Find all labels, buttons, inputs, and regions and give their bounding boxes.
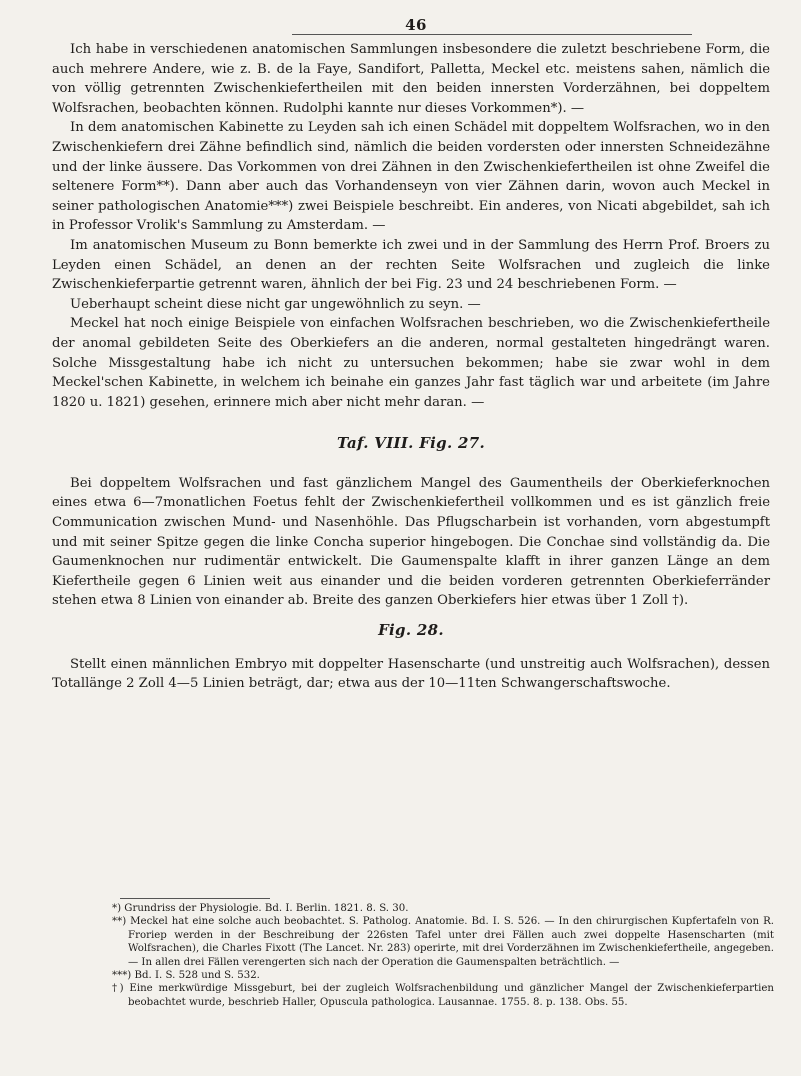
paragraph-ueberhaupt: Ueberhaupt scheint diese nicht gar ungewöhnlich zu seyn. — <box>70 296 481 312</box>
figure-27-heading: Taf. VIII. Fig. 27. <box>336 434 486 453</box>
header-rule <box>292 34 692 35</box>
footnote-2: **) Meckel hat eine solche auch beobachtet. S. Patholog. Anatomie. Bd. I. S. 526. — In den chirurgischen Kupfertafeln von R. Froriep werden in der Beschreibung der 226sten Tafel unter drei Fällen auch zwei doppelte Hasenscharten (mit Wolfsrachen), die Charles Fixott (The Lancet. Nr. 283) operirte, mit drei Vorderzähnen im Zwischenkiefertheile, angegeben. — In allen drei Fällen verengerten sich nach der Operation die Gaumenspalten beträchtlich. — <box>112 916 774 968</box>
footnote-rule <box>120 898 270 899</box>
page-number: 46 <box>405 16 427 34</box>
figure-28-description: Stellt einen männlichen Embryo mit doppelter Hasenscharte (und unstreitig auch Wolfsrachen), dessen Totallänge 2 Zoll 4—5 Linien beträgt, dar; etwa aus der 10—11ten Schwangerschaftswoche. <box>52 656 770 692</box>
paragraph-leyden: In dem anatomischen Kabinette zu Leyden sah ich einen Schädel mit doppeltem Wolfsrachen, wo in den Zwischenkiefern drei Zähne befindlich sind, nämlich die beiden vordersten oder innersten Schneidezähne und der linke äussere. Das Vorkommen von drei Zähnen in den Zwischenkiefertheilen ist ohne Zweifel die seltenere Form**). Dann aber auch das Vorhandenseyn von vier Zähnen darin, wovon auch Meckel in seiner pathologischen Anatomie***) zwei Beispiele beschreibt. Ein anderes, von Nicati abgebildet, sah ich in Professor Vrolik's Sammlung zu Amsterdam. — <box>52 120 770 234</box>
footnote-3: ***) Bd. I. S. 528 und S. 532. <box>112 970 260 982</box>
main-text <box>52 40 770 694</box>
footnotes <box>112 902 774 1009</box>
footnote-4: †) Eine merkwürdige Missgeburt, bei der zugleich Wolfsrachenbildung und gänzlicher Mangel der Zwischenkieferpartien beobachtet wurde, beschrieb Haller, Opuscula pathologica. Lausannae. 1755. 8. p. 138. Obs. 55. <box>112 983 774 1008</box>
paragraph-sammlungen: Ich habe in verschiedenen anatomischen Sammlungen insbesondere die zuletzt beschriebene Form, die auch mehrere Andere, wie z. B. de la Faye, Sandifort, Palletta, Meckel etc. meistens sahen, nämlich die von völlig getrennten Zwischenkiefertheilen mit den beiden innersten Vorderzähnen, bei doppeltem Wolfsrachen, beobachten können. Rudolphi kannte nur dieses Vorkommen*). — <box>52 42 770 116</box>
paragraph-bonn: Im anatomischen Museum zu Bonn bemerkte ich zwei und in der Sammlung des Herrn Prof. Broers zu Leyden einen Schädel, an denen an der rechten Seite Wolfsrachen und zugleich die linke Zwischenkieferpartie getrennt waren, ähnlich der bei Fig. 23 und 24 beschriebenen Form. — <box>52 237 770 293</box>
figure-27-description: Bei doppeltem Wolfsrachen und fast gänzlichem Mangel des Gaumentheils der Oberkieferknochen eines etwa 6—7monatlichen Foetus fehlt der Zwischenkiefertheil vollkommen und es ist gänzlich freie Communication zwischen Mund- und Nasenhöhle. Das Pflugscharbein ist vorhanden, vorn abgestumpft und mit seiner Spitze gegen die linke Concha superior hingebogen. Die Conchae sind vollständig da. Die Gaumenknochen nur rudimentär entwickelt. Die Gaumenspalte klafft in ihrer ganzen Länge an dem Kiefertheile gegen 6 Linien weit aus einander und die beiden vorderen getrennten Oberkieferränder stehen etwa 8 Linien von einander ab. Breite des ganzen Oberkiefers hier etwas über 1 Zoll †). <box>52 475 770 609</box>
footnote-1: *) Grundriss der Physiologie. Bd. I. Berlin. 1821. 8. S. 30. <box>112 903 409 914</box>
paragraph-meckel: Meckel hat noch einige Beispiele von einfachen Wolfsrachen beschrieben, wo die Zwischenkiefertheile der anomal gebildeten Seite des Oberkiefers an die anderen, normal gestalteten hingedrängt waren. Solche Missgestaltung habe ich nicht zu untersuchen bekommen; habe sie zwar wohl in dem Meckel'schen Kabinette, in welchem ich beinahe ein ganzes Jahr fast täglich war und arbeitete (im Jahre 1820 u. 1821) gesehen, erinnere mich aber nicht mehr daran. — <box>52 316 770 410</box>
figure-28-heading: Fig. 28. <box>378 621 444 640</box>
